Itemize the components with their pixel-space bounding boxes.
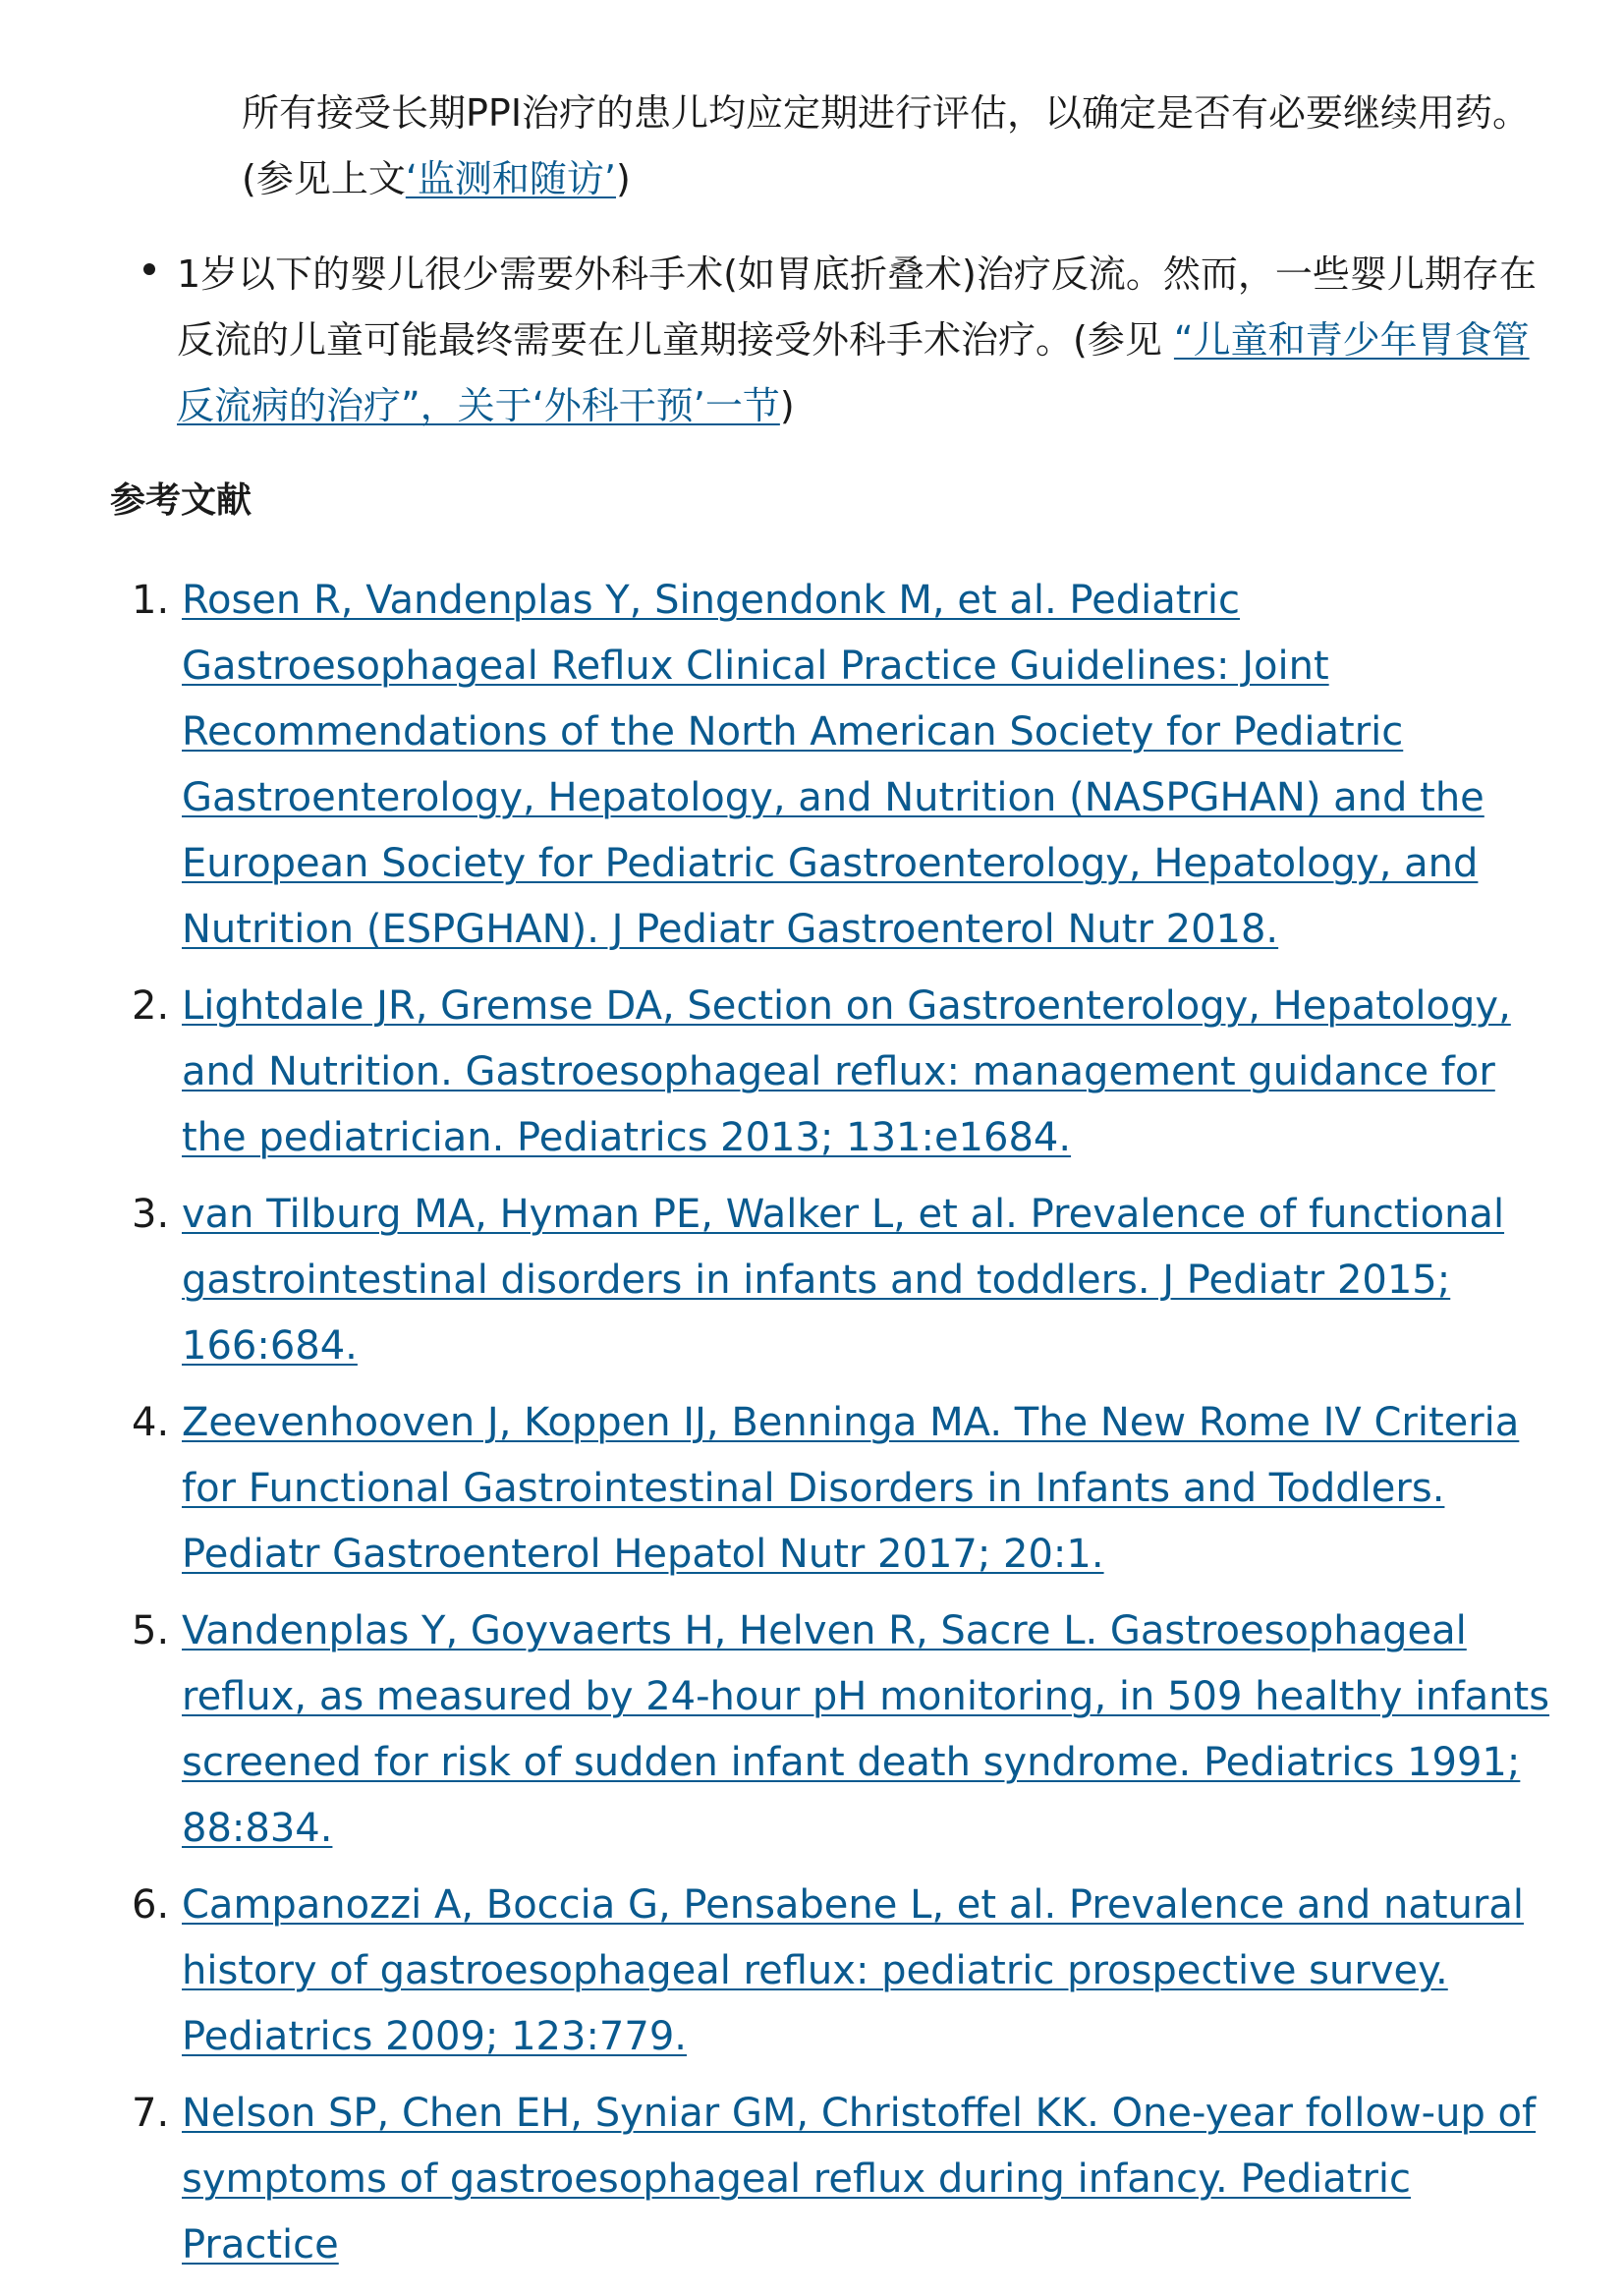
bullet-text-end: )	[779, 384, 795, 427]
references-list	[108, 568, 1562, 2289]
reference-item	[108, 2081, 1562, 2278]
reference-number: 4.	[132, 1400, 170, 1445]
reference-link[interactable]: Nelson SP, Chen EH, Syniar GM, Christoffel KK. One-year follow-up of symptoms of gastroesophageal reflux during infancy. Pediatric Practice	[182, 2091, 1537, 2267]
reference-item	[108, 568, 1562, 963]
reference-link[interactable]: Zeevenhooven J, Koppen IJ, Benninga MA. The New Rome IV Criteria for Functional Gastrointestinal Disorders in Infants and Toddlers. Pediatr Gastroenterol Hepatol Nutr 2017; 20:1.	[182, 1400, 1520, 1577]
reference-link[interactable]: Lightdale JR, Gremse DA, Section on Gastroenterology, Hepatology, and Nutrition. Gastroesophageal reflux: management guidance for the pediatrician. Pediatrics 2013; 131:e1684.	[182, 983, 1511, 1160]
reference-number: 5.	[132, 1608, 170, 1653]
monitoring-followup-link[interactable]: ‘监测和随访’	[405, 157, 616, 200]
gerd-treatment-surgery-link[interactable]: “儿童和青少年胃食管反流病的治疗”，关于‘外科干预’一节	[177, 318, 1530, 427]
bullet-text: 1岁以下的婴儿很少需要外科手术(如胃底折叠术)治疗反流。然而，一些婴儿期存在反流的儿童可能最终需要在儿童期接受外科手术治疗。(参见	[177, 252, 1537, 362]
reference-item	[108, 1182, 1562, 1379]
reference-number: 2.	[132, 983, 170, 1029]
reference-number: 3.	[132, 1192, 170, 1237]
reference-item	[108, 1390, 1562, 1588]
reference-link[interactable]: van Tilburg MA, Hyman PE, Walker L, et al. Prevalence of functional gastrointestinal disorders in infants and toddlers. J Pediatr 2015; 166:684.	[182, 1192, 1505, 1369]
reference-link[interactable]: Vandenplas Y, Goyvaerts H, Helven R, Sacre L. Gastroesophageal reflux, as measured by 24-hour pH monitoring, in 509 healthy infants screened for risk of sudden infant death syndrome. Pediatrics 1991; 88:834.	[182, 1608, 1550, 1851]
intro-text: 所有接受长期PPI治疗的患儿均应定期进行评估，以确定是否有必要继续用药。(参见上文	[242, 91, 1531, 200]
ppi-evaluation-paragraph	[242, 81, 1548, 212]
reference-number: 6.	[132, 1882, 170, 1928]
surgery-bullet-item	[177, 242, 1552, 439]
reference-item	[108, 974, 1562, 1171]
references-heading: 参考文献	[110, 480, 252, 521]
reference-item	[108, 1598, 1562, 1862]
reference-link[interactable]: Rosen R, Vandenplas Y, Singendonk M, et al. Pediatric Gastroesophageal Reflux Clinical Practice Guidelines: Joint Recommendations of the North American Society for Pediatric Gastroenterology, Hepatology, and Nutrition (NASPGHAN) and the European Society for Pediatric Gastroenterology, Hepatology, and Nutrition (ESPGHAN). J Pediatr Gastroenterol Nutr 2018.	[182, 578, 1484, 952]
bullet-dot-icon	[143, 263, 155, 275]
reference-number: 7.	[132, 2091, 170, 2136]
reference-item	[108, 1873, 1562, 2070]
reference-number: 1.	[132, 578, 170, 623]
reference-link[interactable]: Campanozzi A, Boccia G, Pensabene L, et al. Prevalence and natural history of gastroesophageal reflux: pediatric prospective survey. Pediatrics 2009; 123:779.	[182, 1882, 1524, 2059]
intro-text-end: )	[616, 157, 631, 200]
